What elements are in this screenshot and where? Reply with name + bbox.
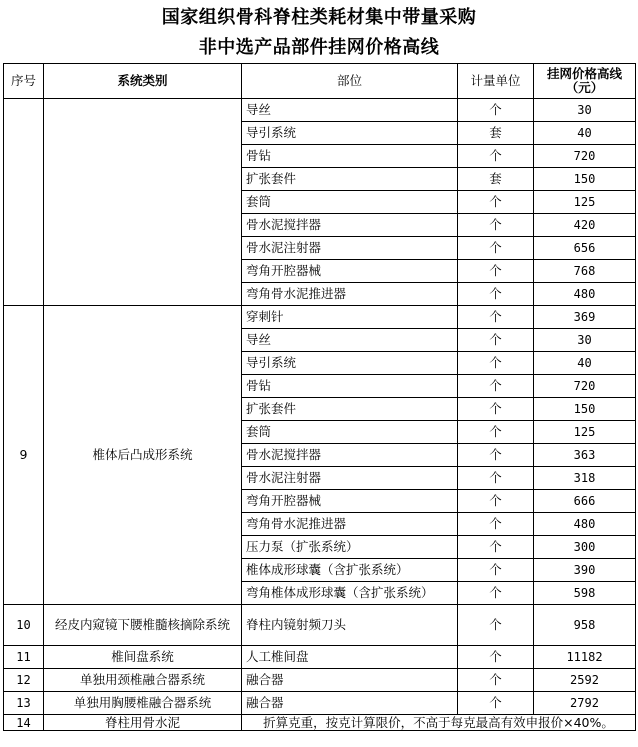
- part-cell: 套筒: [242, 191, 458, 214]
- system-cell: 单独用颈椎融合器系统: [44, 669, 242, 692]
- price-cell: 720: [534, 145, 636, 168]
- table-row: [4, 605, 636, 646]
- header-system: 系统类别: [44, 64, 242, 99]
- price-cell: 480: [534, 283, 636, 306]
- seq-cell: 9: [4, 306, 44, 605]
- price-cell: 480: [534, 513, 636, 536]
- unit-cell: 个: [458, 582, 534, 605]
- price-cell: 40: [534, 352, 636, 375]
- unit-cell: 个: [458, 283, 534, 306]
- header-unit: 计量单位: [458, 64, 534, 99]
- unit-cell: 套: [458, 168, 534, 191]
- header-price: 挂网价格高线（元）: [534, 64, 636, 99]
- part-cell: 脊柱内镜射频刀头: [242, 605, 458, 646]
- part-cell: 导丝: [242, 99, 458, 122]
- price-cell: 40: [534, 122, 636, 145]
- part-cell: 骨水泥注射器: [242, 467, 458, 490]
- table-row: [4, 669, 636, 692]
- unit-cell: 个: [458, 99, 534, 122]
- part-cell: 压力泵（扩张系统）: [242, 536, 458, 559]
- price-cell: 369: [534, 306, 636, 329]
- system-cell: 椎体后凸成形系统: [44, 306, 242, 605]
- seq-cell: 10: [4, 605, 44, 646]
- system-cell: 经皮内窥镜下腰椎髓核摘除系统: [44, 605, 242, 646]
- document-title-line2: 非中选产品部件挂网价格高线: [198, 37, 440, 58]
- unit-cell: 个: [458, 191, 534, 214]
- unit-cell: 个: [458, 214, 534, 237]
- table-row: [4, 692, 636, 715]
- part-cell: 弯角椎体成形球囊（含扩张系统）: [242, 582, 458, 605]
- system-cell: [44, 99, 242, 306]
- price-cell: 958: [534, 605, 636, 646]
- price-cell: 11182: [534, 646, 636, 669]
- part-cell: 骨水泥注射器: [242, 237, 458, 260]
- unit-cell: 个: [458, 646, 534, 669]
- unit-cell: 个: [458, 605, 534, 646]
- pricing-note-cell: 折算克重，按克计算限价，不高于每克最高有效申报价×40%。: [242, 715, 636, 731]
- price-cell: 318: [534, 467, 636, 490]
- unit-cell: 个: [458, 559, 534, 582]
- unit-cell: 个: [458, 692, 534, 715]
- part-cell: 穿刺针: [242, 306, 458, 329]
- price-cell: 150: [534, 398, 636, 421]
- document-title-line1: 国家组织骨科脊柱类耗材集中带量采购: [161, 7, 477, 28]
- unit-cell: 套: [458, 122, 534, 145]
- part-cell: 椎体成形球囊（含扩张系统）: [242, 559, 458, 582]
- seq-cell: [4, 99, 44, 306]
- price-cell: 125: [534, 191, 636, 214]
- system-cell: 单独用胸腰椎融合器系统: [44, 692, 242, 715]
- part-cell: 人工椎间盘: [242, 646, 458, 669]
- part-cell: 弯角开腔器械: [242, 490, 458, 513]
- unit-cell: 个: [458, 536, 534, 559]
- price-cell: 720: [534, 375, 636, 398]
- price-cell: 666: [534, 490, 636, 513]
- part-cell: 导引系统: [242, 352, 458, 375]
- unit-cell: 个: [458, 669, 534, 692]
- table-row: [4, 715, 636, 731]
- part-cell: 骨钻: [242, 145, 458, 168]
- part-cell: 导引系统: [242, 122, 458, 145]
- unit-cell: 个: [458, 398, 534, 421]
- price-cell: 598: [534, 582, 636, 605]
- price-cell: 2592: [534, 669, 636, 692]
- part-cell: 骨水泥搅拌器: [242, 214, 458, 237]
- price-cell: 2792: [534, 692, 636, 715]
- unit-cell: 个: [458, 513, 534, 536]
- unit-cell: 个: [458, 329, 534, 352]
- table-row: [4, 646, 636, 669]
- table-row: [4, 306, 636, 329]
- seq-cell: 12: [4, 669, 44, 692]
- part-cell: 弯角骨水泥推进器: [242, 513, 458, 536]
- part-cell: 导丝: [242, 329, 458, 352]
- part-cell: 扩张套件: [242, 168, 458, 191]
- price-cell: 390: [534, 559, 636, 582]
- table-row: [4, 99, 636, 122]
- part-cell: 弯角骨水泥推进器: [242, 283, 458, 306]
- price-cell: 363: [534, 444, 636, 467]
- part-cell: 融合器: [242, 669, 458, 692]
- unit-cell: 个: [458, 260, 534, 283]
- header-part: 部位: [242, 64, 458, 99]
- part-cell: 融合器: [242, 692, 458, 715]
- price-cell: 150: [534, 168, 636, 191]
- unit-cell: 个: [458, 444, 534, 467]
- price-cell: 30: [534, 99, 636, 122]
- unit-cell: 个: [458, 375, 534, 398]
- unit-cell: 个: [458, 467, 534, 490]
- seq-cell: 13: [4, 692, 44, 715]
- seq-cell: 11: [4, 646, 44, 669]
- price-cell: 125: [534, 421, 636, 444]
- price-cell: 656: [534, 237, 636, 260]
- seq-cell: 14: [4, 715, 44, 731]
- price-cell: 420: [534, 214, 636, 237]
- unit-cell: 个: [458, 306, 534, 329]
- system-cell: 椎间盘系统: [44, 646, 242, 669]
- part-cell: 套筒: [242, 421, 458, 444]
- part-cell: 骨钻: [242, 375, 458, 398]
- part-cell: 骨水泥搅拌器: [242, 444, 458, 467]
- unit-cell: 个: [458, 145, 534, 168]
- price-cell: 768: [534, 260, 636, 283]
- header-seq: 序号: [4, 64, 44, 99]
- unit-cell: 个: [458, 237, 534, 260]
- unit-cell: 个: [458, 352, 534, 375]
- price-cell: 300: [534, 536, 636, 559]
- price-ceiling-table: [3, 63, 636, 731]
- unit-cell: 个: [458, 490, 534, 513]
- unit-cell: 个: [458, 421, 534, 444]
- part-cell: 弯角开腔器械: [242, 260, 458, 283]
- part-cell: 扩张套件: [242, 398, 458, 421]
- system-cell: 脊柱用骨水泥: [44, 715, 242, 731]
- table-header-row: [4, 64, 636, 99]
- price-cell: 30: [534, 329, 636, 352]
